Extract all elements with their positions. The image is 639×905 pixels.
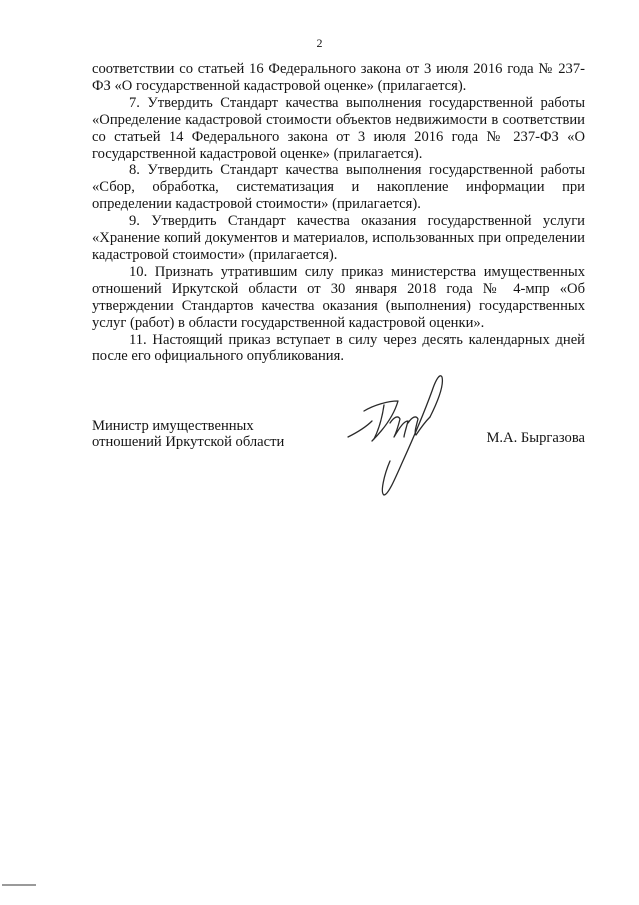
paragraph-10: 10. Признать утратившим силу приказ министерства имущественных отношений Иркутской области от 30 января 2018 года № 4-мпр «Об утверждении Стандартов качества оказания (выполнения) государственных услуг (работ) в области государственной кадастровой оценки». xyxy=(92,263,585,331)
signature-block xyxy=(92,419,585,509)
scan-edge-mark xyxy=(2,884,36,886)
document-body xyxy=(92,61,585,365)
paragraph-8: 8. Утвердить Стандарт качества выполнения государственной работы «Сбор, обработка, систематизация и накопление информации при определении кадастровой стоимости» (прилагается). xyxy=(92,162,585,213)
paragraph-11: 11. Настоящий приказ вступает в силу через десять календарных дней после его официального опубликования. xyxy=(92,331,585,365)
handwritten-signature xyxy=(344,371,454,501)
continuation-paragraph: соответствии со статьей 16 Федерального закона от 3 июля 2016 года № 237-ФЗ «О государственной кадастровой оценке» (прилагается). xyxy=(92,61,585,94)
paragraph-9: 9. Утвердить Стандарт качества оказания государственной услуги «Хранение копий документов и материалов, использованных при определении кадастровой стоимости» (прилагается). xyxy=(92,213,585,263)
page-number: 2 xyxy=(316,36,323,50)
paragraph-7: 7. Утвердить Стандарт качества выполнения государственной работы «Определение кадастровой стоимости объектов недвижимости в соответствии со статьей 14 Федерального закона от 3 июля 2016 года № 237-ФЗ «О государственной кадастровой оценке» (прилагается). xyxy=(92,94,585,162)
signer-name: М.А. Быргазова xyxy=(486,430,585,446)
signer-title: Министр имущественных отношений Иркутской области xyxy=(92,418,285,450)
